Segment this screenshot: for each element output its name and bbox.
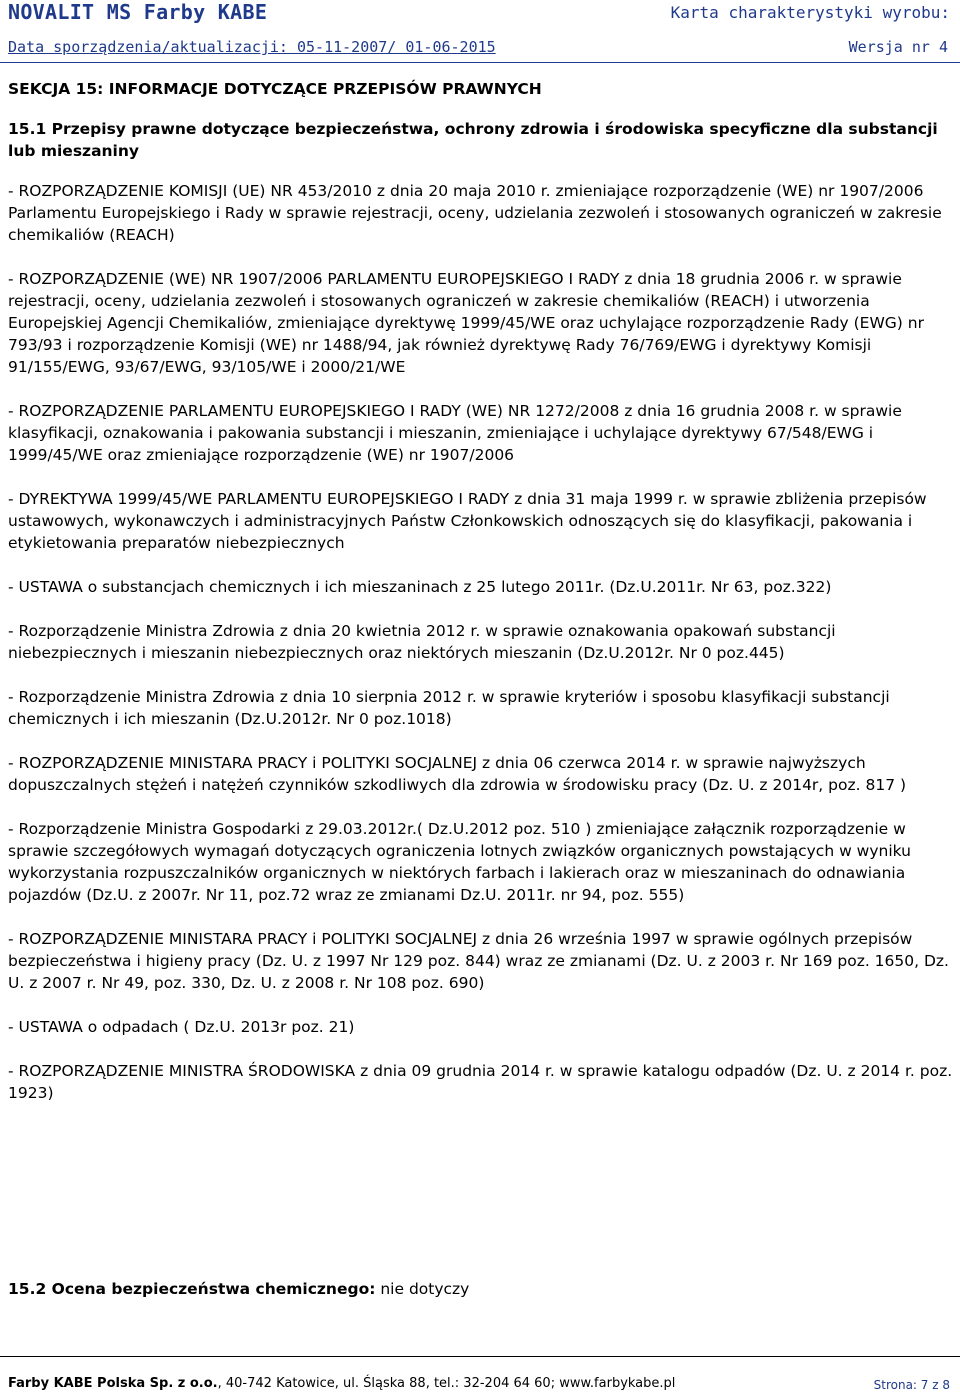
subsection-15-2-value: nie dotyczy [380,1280,470,1298]
header-date: Data sporządzenia/aktualizacji: 05-11-2007/ 01-06-2015 [8,38,496,56]
regulation-item: - ROZPORZĄDZENIE KOMISJI (UE) NR 453/2010 z dnia 20 maja 2010 r. zmieniające rozporządzenie (WE) nr 1907/2006 Parlamentu Europejskiego i Rady w sprawie rejestracji, oceny, udzielania zezwoleń i stosowanych ograniczeń w zakresie chemikaliów (REACH) [8,182,942,244]
regulation-item: - DYREKTYWA 1999/45/WE PARLAMENTU EUROPEJSKIEGO I RADY z dnia 31 maja 1999 r. w sprawie zbliżenia przepisów ustawowych, wykonawczych i administracyjnych Państw Członkowskich odnoszących się do klasyfikacji, pakowania i etykietowania preparatów niebezpiecznych [8,490,927,552]
regulation-item: - Rozporządzenie Ministra Zdrowia z dnia 20 kwietnia 2012 r. w sprawie oznakowania opakowań substancji niebezpiecznych i mieszanin niebezpiecznych oraz niektórych mieszanin (Dz.U.2012r. Nr 0 poz.445) [8,622,836,662]
regulation-item: - ROZPORZĄDZENIE MINISTARA PRACY i POLITYKI SOCJALNEJ z dnia 26 września 1997 w sprawie ogólnych przepisów bezpieczeństwa i higieny pracy (Dz. U. z 1997 Nr 129 poz. 844) wraz ze zmianami (Dz. U. z 2003 r. Nr 169 poz. 1650, Dz. U. z 2007 r. Nr 49, poz. 330, Dz. U. z 2008 r. Nr 108 poz. 690) [8,930,949,992]
regulation-item: - Rozporządzenie Ministra Gospodarki z 29.03.2012r.( Dz.U.2012 poz. 510 ) zmieniające załącznik rozporządzenie w sprawie szczegółowych wymagań dotyczących ograniczenia lotnych związków organicznych powstających w wyniku wykorzystania rozpuszczalników organicznych w niektórych farbach i lakierach oraz w mieszaninach do odnawiania pojazdów (Dz.U. z 2007r. Nr 11, poz.72 wraz ze zmianami Dz.U. 2011r. nr 94, poz. 555) [8,820,911,904]
footer-divider [0,1356,960,1357]
subsection-15-2 [8,1280,469,1298]
regulation-item: - ROZPORZĄDZENIE MINISTARA PRACY i POLITYKI SOCJALNEJ z dnia 06 czerwca 2014 r. w sprawie najwyższych dopuszczalnych stężeń i natężeń czynników szkodliwych dla zdrowia w środowisku pracy (Dz. U. z 2014r, poz. 817 ) [8,754,907,794]
header-divider [0,62,960,63]
footer-contact: , 40-742 Katowice, ul. Śląska 88, tel.: 32-204 64 60; www.farbykabe.pl [217,1376,676,1391]
section-title: SEKCJA 15: INFORMACJE DOTYCZĄCE PRZEPISÓW PRAWNYCH [8,80,542,98]
header-company-name: NOVALIT MS Farby KABE [8,0,268,24]
header-card-title: Karta charakterystyki wyrobu: [670,3,950,22]
regulation-item: - Rozporządzenie Ministra Zdrowia z dnia 10 sierpnia 2012 r. w sprawie kryteriów i sposobu klasyfikacji substancji chemicznych i ich mieszanin (Dz.U.2012r. Nr 0 poz.1018) [8,688,890,728]
regulation-item: - ROZPORZĄDZENIE MINISTRA ŚRODOWISKA z dnia 09 grudnia 2014 r. w sprawie katalogu odpadów (Dz. U. z 2014 r. poz. 1923) [8,1062,953,1102]
regulation-item: - ROZPORZĄDZENIE PARLAMENTU EUROPEJSKIEGO I RADY (WE) NR 1272/2008 z dnia 16 grudnia 2008 r. w sprawie klasyfikacji, oznakowania i pakowania substancji i mieszanin, zmieniające i uchylające dyrektywy 67/548/EWG i 1999/45/WE oraz zmieniające rozporządzenie (WE) nr 1907/2006 [8,402,902,464]
footer-address [8,1376,675,1391]
regulation-item: - USTAWA o substancjach chemicznych i ich mieszaninach z 25 lutego 2011r. (Dz.U.2011r. Nr 63, poz.322) [8,578,832,596]
header-version: Wersja nr 4 [848,38,948,56]
regulation-item: - USTAWA o odpadach ( Dz.U. 2013r poz. 21) [8,1018,355,1036]
footer-page-number: Strona: 7 z 8 [873,1378,950,1392]
regulations-list [8,180,954,1126]
subsection-15-1-title: 15.1 Przepisy prawne dotyczące bezpieczeństwa, ochrony zdrowia i środowiska specyficzne dla substancji lub mieszaniny [8,120,938,160]
subsection-15-2-label: 15.2 Ocena bezpieczeństwa chemicznego: [8,1280,376,1298]
footer-company: Farby KABE Polska Sp. z o.o. [8,1376,218,1391]
regulation-item: - ROZPORZĄDZENIE (WE) NR 1907/2006 PARLAMENTU EUROPEJSKIEGO I RADY z dnia 18 grudnia 2006 r. w sprawie rejestracji, oceny, udzielania zezwoleń i stosowanych ograniczeń w zakresie chemikaliów (REACH) i utworzenia Europejskiej Agencji Chemikaliów, zmieniające dyrektywę 1999/45/WE oraz uchylające rozporządzenie Rady (EWG) nr 793/93 i rozporządzenie Komisji (WE) nr 1488/94, jak również dyrektywę Rady 76/769/EWG i dyrektywy Komisji 91/155/EWG, 93/67/EWG, 93/105/WE i 2000/21/WE [8,270,924,376]
